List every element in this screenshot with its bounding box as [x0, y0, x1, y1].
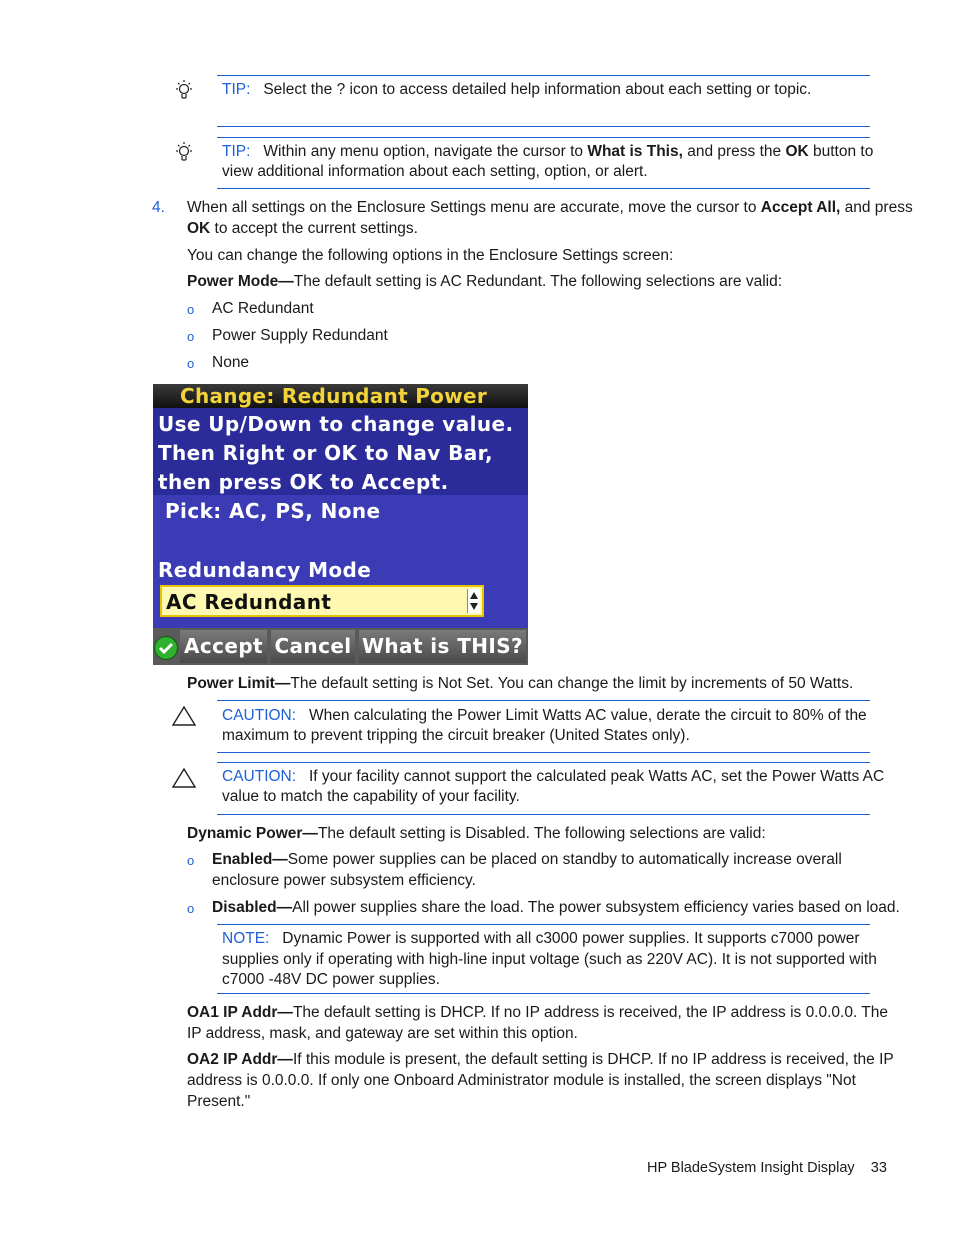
note-label: NOTE: — [222, 930, 270, 947]
footer — [647, 1158, 887, 1178]
caution-2-line-2: value to match the capability of your facility. — [222, 788, 520, 805]
power-limit-paragraph — [187, 674, 853, 694]
disabled-item — [212, 898, 900, 918]
oa2-line-1 — [187, 1050, 894, 1070]
instruction-line: Then Right or OK to Nav Bar, — [158, 441, 493, 465]
list-item: Power Supply Redundant — [212, 327, 388, 344]
text-bold: Accept All, — [760, 199, 841, 216]
text-bold: OK — [187, 220, 211, 237]
text: Within any menu option, navigate the cursor to — [263, 143, 588, 160]
step-4-line-2 — [187, 219, 418, 239]
dynamic-power-paragraph — [187, 824, 766, 844]
warning-triangle-icon — [172, 768, 196, 788]
caution-1-line-2: maximum to prevent tripping the circuit breaker (United States only). — [222, 727, 690, 744]
text: The default setting is DHCP. If no IP address is received, the IP address is 0.0.0.0. The — [292, 1004, 889, 1021]
cancel-button[interactable]: Cancel — [271, 630, 355, 663]
caution-label: CAUTION: — [222, 707, 297, 724]
term: Power Mode— — [187, 273, 294, 290]
caution-bottom-rule — [217, 814, 870, 815]
lightbulb-icon — [173, 79, 195, 103]
tip-top-rule — [217, 137, 870, 138]
instruction-line: then press OK to Accept. — [158, 470, 449, 494]
lightbulb-icon — [173, 141, 195, 165]
insight-display-screenshot — [153, 384, 528, 665]
warning-triangle-icon — [172, 706, 196, 726]
note-line-2: supplies only if operating with high-line input voltage (such as 220V AC). It is not supported with — [222, 951, 877, 968]
text: All power supplies share the load. The power subsystem efficiency varies based on load. — [292, 899, 900, 916]
accept-button[interactable]: Accept — [180, 630, 267, 663]
text-bold: What is This, — [587, 143, 683, 160]
caution-top-rule — [217, 762, 870, 763]
bullet-marker: o — [187, 329, 195, 344]
tip-bottom-rule — [217, 126, 870, 127]
bullet-marker: o — [187, 302, 195, 317]
step-4-line-1 — [187, 198, 913, 218]
term: Enabled— — [212, 851, 288, 868]
text: The default setting is Disabled. The following selections are valid: — [317, 825, 766, 842]
text: If this module is present, the default setting is DHCP. If no IP address is received, the IP — [292, 1051, 894, 1068]
term: Dynamic Power— — [187, 825, 318, 842]
text: to accept the current settings. — [210, 220, 418, 237]
note-line-1 — [222, 929, 860, 949]
tip-1-line: Select the ? icon to access detailed help information about each setting or topic. — [263, 81, 812, 98]
text: The default setting is Not Set. You can change the limit by increments of 50 Watts. — [290, 675, 854, 692]
instruction-line: Use Up/Down to change value. — [158, 412, 514, 436]
text: and press the — [682, 143, 786, 160]
tip-top-rule — [217, 75, 870, 76]
text: The default setting is AC Redundant. The following selections are valid: — [293, 273, 783, 290]
list-item: None — [212, 354, 250, 371]
tip-1-text — [222, 80, 811, 100]
pick-hint: Pick: AC, PS, None — [165, 499, 381, 523]
text: Dynamic Power is supported with all c3000 power supplies. It supports c7000 power — [282, 930, 860, 947]
tip-2-line-1 — [222, 142, 873, 162]
tip-2-line-2: view additional information about each setting, option, or alert. — [222, 163, 648, 180]
note-top-rule — [217, 924, 870, 925]
redundancy-mode-select[interactable] — [160, 585, 484, 617]
tip-bottom-rule — [217, 188, 870, 189]
what-is-this-button[interactable]: What is THIS? — [359, 630, 526, 663]
caution-1-line-1 — [222, 706, 867, 726]
text: button to — [808, 143, 874, 160]
field-label: Redundancy Mode — [158, 558, 372, 582]
text: When all settings on the Enclosure Settings menu are accurate, move the cursor to — [187, 199, 761, 216]
bullet-marker: o — [187, 853, 195, 868]
oa1-line-2: IP address, mask, and gateway are set within this option. — [187, 1025, 578, 1042]
enabled-item-line-1 — [212, 850, 842, 870]
term: Disabled— — [212, 899, 293, 916]
enabled-item-line-2: enclosure power subsystem efficiency. — [212, 872, 476, 889]
text: Some power supplies can be placed on standby to automatically increase overall — [287, 851, 842, 868]
select-value: AC Redundant — [166, 590, 332, 614]
step-4-intro: You can change the following options in the Enclosure Settings screen: — [187, 247, 674, 264]
checkmark-icon — [154, 636, 178, 660]
step-number: 4. — [152, 199, 165, 216]
caution-2-line-1 — [222, 767, 884, 787]
oa1-line-1 — [187, 1003, 888, 1023]
spinner-arrows-icon[interactable] — [467, 589, 480, 613]
power-mode-paragraph — [187, 272, 782, 292]
screen-title: Change: Redundant Power — [180, 384, 488, 408]
list-item: AC Redundant — [212, 300, 314, 317]
term: Power Limit— — [187, 675, 291, 692]
caution-bottom-rule — [217, 752, 870, 753]
tip-label: TIP: — [222, 143, 251, 160]
bullet-marker: o — [187, 356, 195, 371]
caution-top-rule — [217, 700, 870, 701]
note-bottom-rule — [217, 993, 870, 994]
caution-label: CAUTION: — [222, 768, 297, 785]
tip-label: TIP: — [222, 81, 251, 98]
page-number: 33 — [870, 1160, 887, 1176]
text: When calculating the Power Limit Watts AC value, derate the circuit to 80% of the — [308, 707, 867, 724]
oa2-line-2: address is 0.0.0.0. If only one Onboard Administrator module is installed, the screen displays "Not — [187, 1072, 856, 1089]
term: OA2 IP Addr— — [187, 1051, 293, 1068]
text-bold: OK — [785, 143, 809, 160]
note-line-3: c7000 -48V DC power supplies. — [222, 971, 440, 988]
text: If your facility cannot support the calculated peak Watts AC, set the Power Watts AC — [308, 768, 885, 785]
term: OA1 IP Addr— — [187, 1004, 293, 1021]
text: and press — [840, 199, 913, 216]
oa2-line-3: Present." — [187, 1093, 251, 1110]
footer-title: HP BladeSystem Insight Display — [647, 1160, 855, 1176]
bullet-marker: o — [187, 901, 195, 916]
